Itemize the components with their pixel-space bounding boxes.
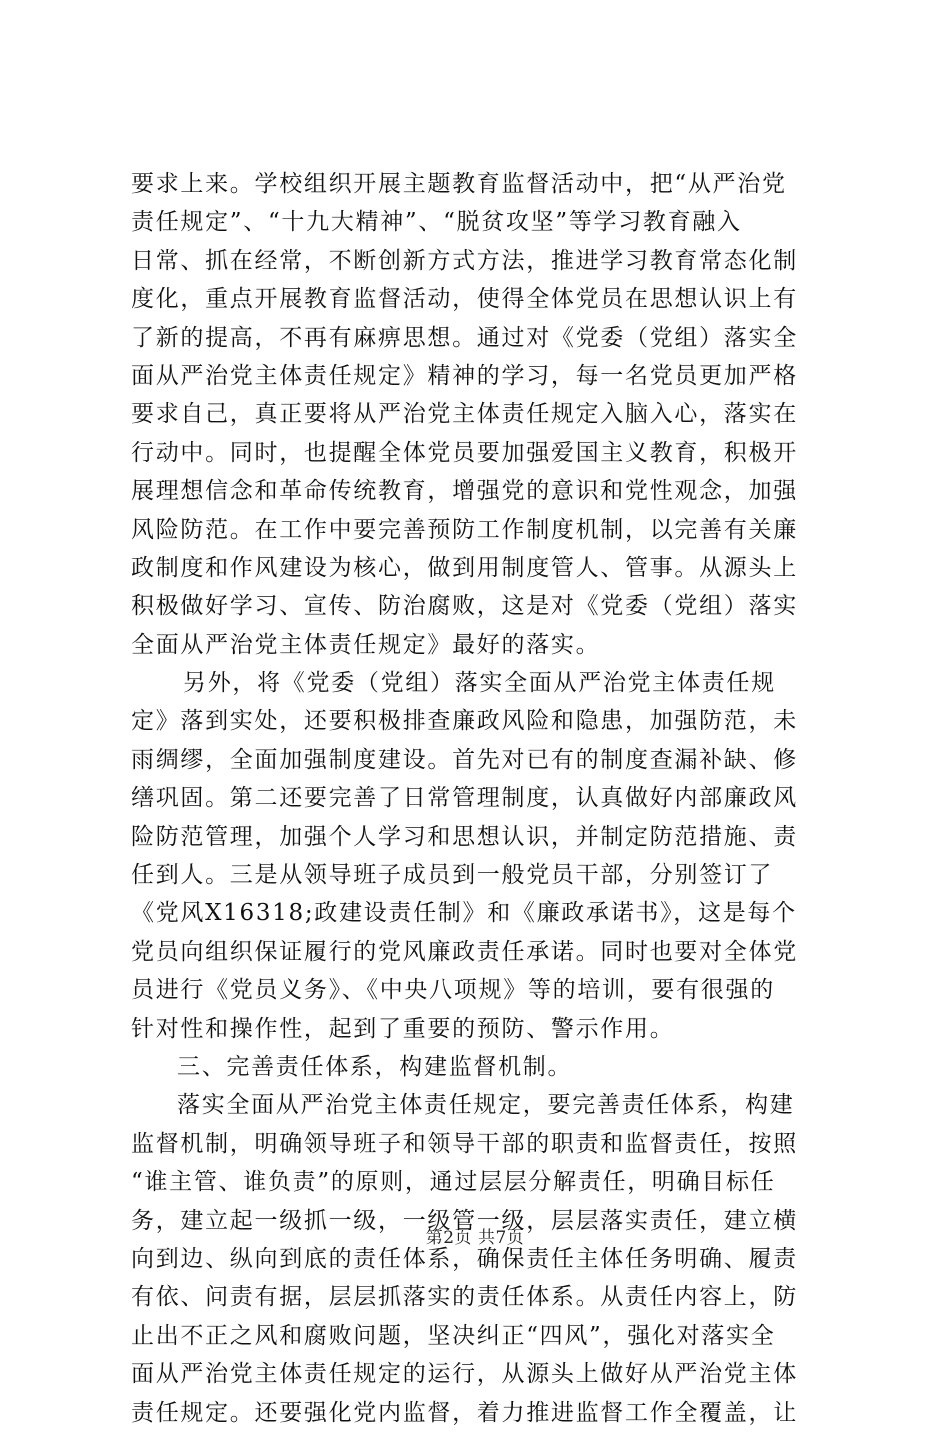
text-line: 《党风X16318;政建设责任制》和《廉政承诺书》，这是每个 <box>131 900 797 927</box>
text-line: 险防范管理，加强个人学习和思想认识，并制定防范措施、责 <box>131 823 798 850</box>
text-line: 要求自己，真正要将从严治党主体责任规定入脑入心，落实在 <box>131 401 798 428</box>
text-line: 政制度和作风建设为核心，做到用制度管人、管事。从源头上 <box>131 554 798 581</box>
text-line: 党员向组织保证履行的党风廉政责任承诺。同时也要对全体党 <box>131 938 798 965</box>
text-line: 日常、抓在经常，不断创新方式方法，推进学习教育常态化制 <box>131 247 798 274</box>
text-line: 面从严治党主体责任规定》精神的学习，每一名党员更加严格 <box>131 362 798 389</box>
text-line: 要求上来。学校组织开展主题教育监督活动中，把“从严治党 <box>131 171 787 197</box>
section-heading: 三、完善责任体系，构建监督机制。 <box>177 1053 573 1080</box>
text-line: 面从严治党主体责任规定的运行，从源头上做好从严治党主体 <box>131 1361 798 1388</box>
paragraph-start-line: 落实全面从严治党主体责任规定，要完善责任体系，构建 <box>177 1092 795 1119</box>
text-line: 了新的提高，不再有麻痹思想。通过对《党委（党组）落实全 <box>131 324 798 351</box>
paragraph-start-line: 另外，将《党委（党组）落实全面从严治党主体责任规 <box>183 670 776 697</box>
text-line: 监督机制，明确领导班子和领导干部的职责和监督责任，按照 <box>131 1130 798 1157</box>
text-line: 员进行《党员义务》、《中央八项规》等的培训，要有很强的 <box>131 977 775 1004</box>
text-line: 责任规定”、“十九大精神”、“脱贫攻坚”等学习教育融入 <box>131 209 742 236</box>
text-line: 有依、问责有据，层层抓落实的责任体系。从责任内容上，防 <box>131 1284 798 1311</box>
text-line: 责任规定。还要强化党内监督，着力推进监督工作全覆盖，让 <box>131 1399 798 1426</box>
text-line: 度化，重点开展教育监督活动，使得全体党员在思想认识上有 <box>131 286 798 313</box>
text-line: 雨绸缪，全面加强制度建设。首先对已有的制度查漏补缺、修 <box>131 746 798 773</box>
text-line: 务，建立起一级抓一级，一级管一级，层层落实责任，建立横 <box>131 1207 798 1234</box>
text-line: 行动中。同时，也提醒全体党员要加强爱国主义教育，积极开 <box>131 439 798 466</box>
text-line: 针对性和操作性，起到了重要的预防、警示作用。 <box>131 1015 675 1042</box>
text-line: 缮巩固。第二还要完善了日常管理制度，认真做好内部廉政风 <box>131 785 798 812</box>
text-line: 定》落到实处，还要积极排查廉政风险和隐患，加强防范，未 <box>131 708 798 735</box>
text-line: 风险防范。在工作中要完善预防工作制度机制，以完善有关廉 <box>131 516 798 543</box>
text-line: 全面从严治党主体责任规定》最好的落实。 <box>131 631 601 658</box>
text-line: 展理想信念和革命传统教育，增强党的意识和党性观念，加强 <box>131 478 798 505</box>
text-line: 任到人。三是从领导班子成员到一般党员干部，分别签订了 <box>131 862 774 889</box>
text-line: 积极做好学习、宣传、防治腐败，这是对《党委（党组）落实 <box>131 593 798 620</box>
text-line: “谁主管、谁负责”的原则，通过层层分解责任，明确目标任 <box>131 1169 776 1196</box>
page-number-footer: 第2页 共7页 <box>425 1228 525 1248</box>
text-line: 止出不正之风和腐败问题，坚决纠正“四风”，强化对落实全 <box>131 1322 776 1349</box>
text-line: 向到边、纵向到底的责任体系，确保责任主体任务明确、履责 <box>131 1245 798 1272</box>
